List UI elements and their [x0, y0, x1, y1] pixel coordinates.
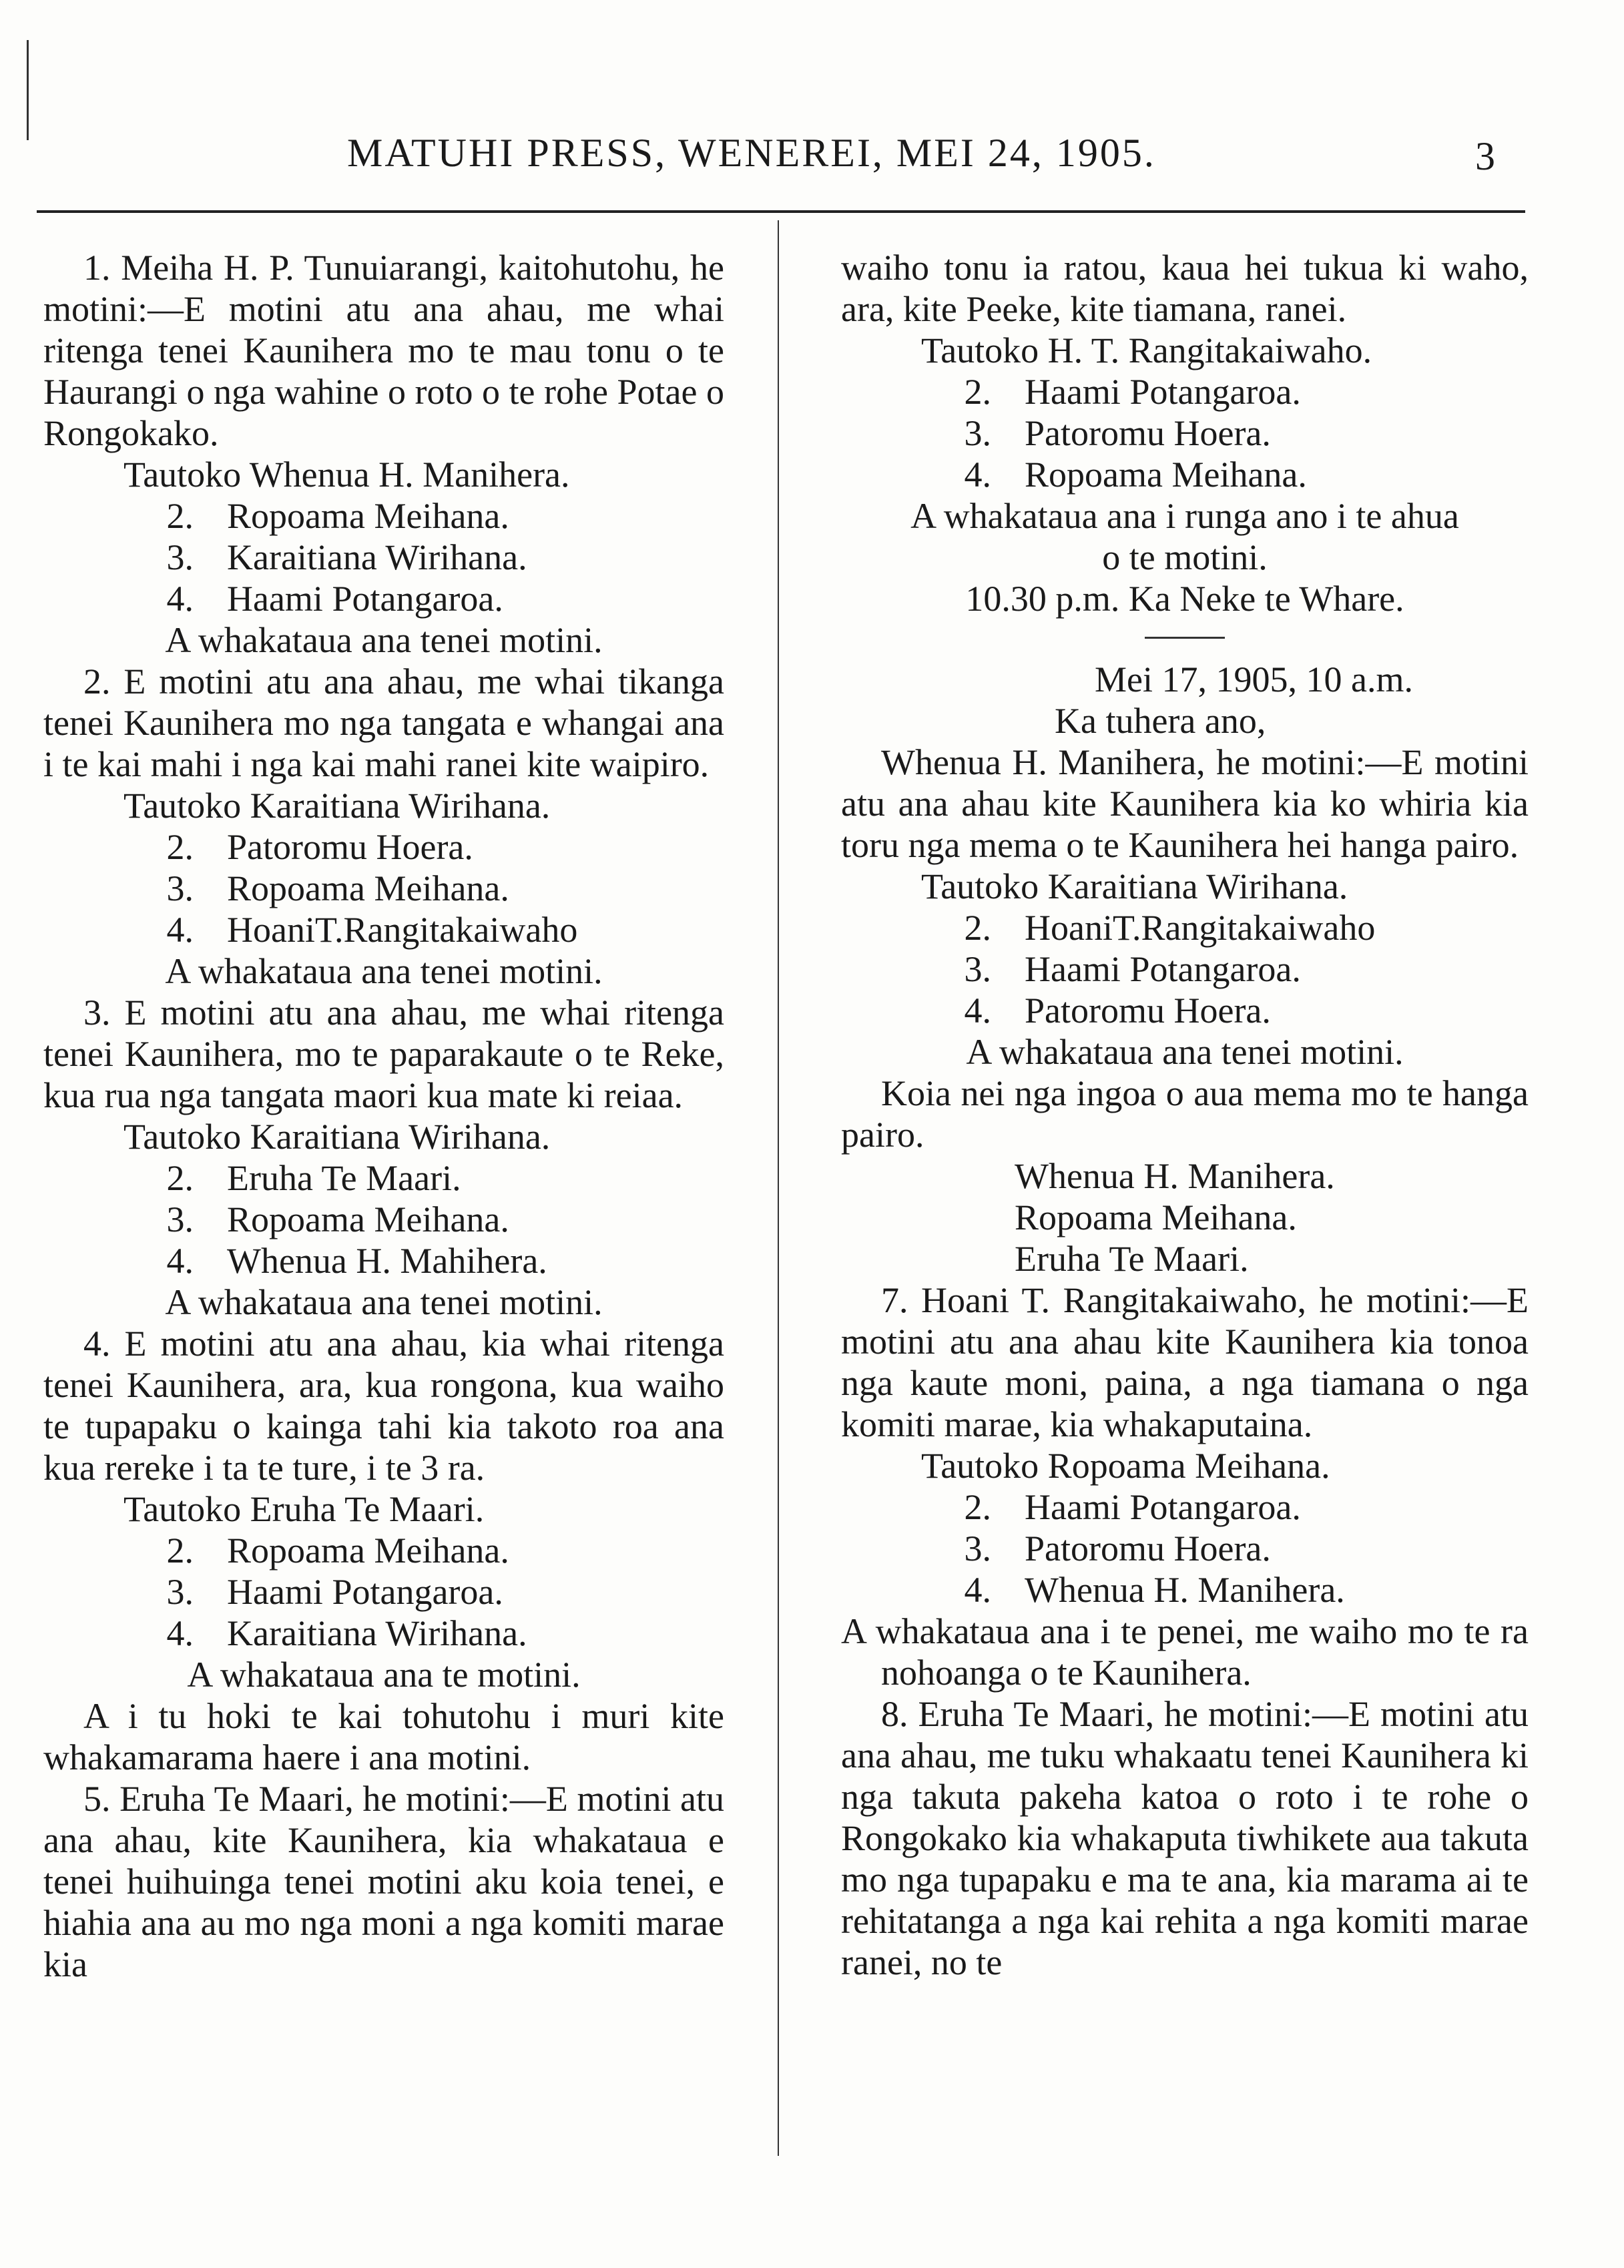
supporter-name: Haami Potangaroa.	[1025, 949, 1301, 989]
supporter-name: Haami Potangaroa.	[227, 579, 503, 619]
motion-1-supporter-4	[43, 578, 724, 619]
motion-3-supporter-3	[43, 1199, 724, 1240]
motion-2-supporter-3	[43, 868, 724, 909]
supporter-number: 4.	[964, 455, 991, 495]
motion-1-supporter-3	[43, 537, 724, 578]
motion-5-seconder: Tautoko H. T. Rangitakaiwaho.	[921, 330, 1372, 370]
supporter-name: Ropoama Meihana.	[227, 868, 509, 908]
motion-5-supporter-3	[841, 412, 1529, 454]
supporter-number: 3.	[166, 537, 194, 577]
supporter-name: Ropoama Meihana.	[227, 496, 509, 536]
motion-7-supporter-2	[841, 1486, 1529, 1528]
motion-2-carried: A whakataua ana tenei motini.	[165, 951, 603, 991]
supporter-number: 4.	[166, 1613, 194, 1653]
supporter-number: 4.	[964, 1570, 991, 1610]
motion-6-text: Whenua H. Manihera, he motini:—E motini atu ana ahau kite Kaunihera kia ko whiria kia toru nga mema o te Kaunihera hei hanga pairo.	[841, 742, 1529, 865]
supporter-number: 4.	[964, 990, 991, 1031]
motion-5-supporter-4	[841, 454, 1529, 495]
supporter-name: HoaniT.Rangitakaiwaho	[1025, 908, 1376, 948]
session-date: Mei 17, 1905, 10 a.m.	[1095, 659, 1413, 699]
motion-5-continued: waiho tonu ia ratou, kaua hei tukua ki waho, ara, kite Peeke, kite tiamana, ranei.	[841, 248, 1529, 329]
supporter-name: Karaitiana Wirihana.	[227, 537, 527, 577]
motion-4-carried: A whakataua ana te motini.	[187, 1655, 581, 1695]
supporter-name: Haami Potangaroa.	[227, 1572, 503, 1612]
supporter-name: Whenua H. Manihera.	[1025, 1570, 1345, 1610]
supporter-name: Haami Potangaroa.	[1025, 372, 1301, 412]
supporter-name: Patoromu Hoera.	[1025, 413, 1271, 453]
supporter-number: 4.	[166, 1241, 194, 1281]
motion-4-supporter-4	[43, 1613, 724, 1654]
motion-4-text: 4. E motini atu ana ahau, kia whai ritenga tenei Kaunihera, ara, kua rongona, kua waiho te tupapaku o kainga tahi kia takoto roa ana kua rereke i ta te ture, i te 3 ra.	[43, 1324, 724, 1488]
motion-2-supporter-2	[43, 826, 724, 868]
section-rule	[1145, 637, 1225, 639]
motion-7-supporter-4	[841, 1569, 1529, 1611]
supporter-number: 2.	[166, 1158, 194, 1198]
motion-2-supporter-4	[43, 909, 724, 950]
supporter-name: Ropoama Meihana.	[1025, 455, 1307, 495]
member-name: Whenua H. Manihera.	[1015, 1156, 1335, 1196]
supporter-number: 2.	[166, 1530, 194, 1571]
supporter-number: 2.	[964, 1487, 991, 1527]
adjournment-note: 10.30 p.m. Ka Neke te Whare.	[965, 579, 1404, 619]
motion-4-seconder: Tautoko Eruha Te Maari.	[123, 1489, 485, 1529]
page-header-title: MATUHI PRESS, WENEREI, MEI 24, 1905.	[347, 131, 1156, 175]
motion-7-text: 7. Hoani T. Rangitakaiwaho, he motini:—E motini atu ana ahau kite Kaunihera kia tonoa nga kaute moni, paina, a nga tiamana o nga komiti marae, kia whakaputaina.	[841, 1280, 1529, 1444]
motion-7-seconder: Tautoko Ropoama Meihana.	[921, 1446, 1330, 1486]
motion-3-carried: A whakataua ana tenei motini.	[165, 1282, 603, 1322]
supporter-number: 4.	[166, 910, 194, 950]
supporter-name: Karaitiana Wirihana.	[227, 1613, 527, 1653]
motion-7-carried: A whakataua ana i te penei, me waiho mo te ra nohoanga o te Kaunihera.	[841, 1611, 1529, 1693]
motion-1-text: 1. Meiha H. P. Tunuiarangi, kaitohutohu, he motini:—E motini atu ana ahau, me whai ritenga tenei Kaunihera mo te mau tonu o te Haurangi o nga wahine o roto o te rohe Potae o Rongokako.	[43, 248, 724, 453]
supporter-number: 3.	[166, 868, 194, 908]
motion-4-supporter-3	[43, 1571, 724, 1613]
motion-6-supporter-4	[841, 990, 1529, 1031]
supporter-name: Whenua H. Mahihera.	[227, 1241, 547, 1281]
motion-5-carried-line-1: A whakataua ana i runga ano i te ahua	[910, 496, 1459, 536]
members-intro: Koia nei nga ingoa o aua mema mo te hanga pairo.	[841, 1073, 1529, 1155]
motion-5-carried-line-2: o te motini.	[1102, 537, 1268, 577]
motion-3-supporter-2	[43, 1157, 724, 1199]
motion-7-supporter-3	[841, 1528, 1529, 1569]
supporter-number: 2.	[964, 908, 991, 948]
motion-6-seconder: Tautoko Karaitiana Wirihana.	[921, 866, 1348, 906]
right-column	[841, 247, 1529, 1983]
supporter-name: HoaniT.Rangitakaiwaho	[227, 910, 578, 950]
member-name: Eruha Te Maari.	[1015, 1239, 1249, 1279]
motion-2-text: 2. E motini atu ana ahau, me whai tikanga tenei Kaunihera mo nga tangata e whangai ana i te kai mahi i nga kai mahi ranei kite waipiro.	[43, 661, 724, 784]
supporter-name: Patoromu Hoera.	[1025, 990, 1271, 1031]
motion-3-seconder: Tautoko Karaitiana Wirihana.	[123, 1117, 551, 1157]
motion-5-supporter-2	[841, 371, 1529, 412]
supporter-number: 2.	[166, 496, 194, 536]
supporter-number: 3.	[964, 1528, 991, 1569]
motion-6-supporter-3	[841, 948, 1529, 990]
member-name: Ropoama Meihana.	[1015, 1197, 1297, 1237]
supporter-number: 3.	[166, 1199, 194, 1239]
motion-4-supporter-2	[43, 1530, 724, 1571]
supporter-number: 2.	[964, 372, 991, 412]
page-number: 3	[1475, 134, 1495, 178]
motion-3-supporter-4	[43, 1240, 724, 1282]
motion-6-carried: A whakataua ana tenei motini.	[966, 1032, 1404, 1072]
supporter-name: Patoromu Hoera.	[1025, 1528, 1271, 1569]
session-opened: Ka tuhera ano,	[1055, 701, 1266, 741]
header-rule	[37, 210, 1525, 213]
motion-5-text: 5. Eruha Te Maari, he motini:—E motini atu ana ahau, kite Kaunihera, kia whakataua e tenei huihuinga tenei motini aku koia tenei, e hiahia ana au mo nga moni a nga komiti marae kia	[43, 1779, 724, 1984]
margin-rule	[27, 40, 29, 140]
supporter-name: Haami Potangaroa.	[1025, 1487, 1301, 1527]
supporter-number: 2.	[166, 827, 194, 867]
motion-1-seconder: Tautoko Whenua H. Manihera.	[123, 455, 570, 495]
motion-6-supporter-2	[841, 907, 1529, 948]
advisor-note: A i tu hoki te kai tohutohu i muri kite whakamarama haere i ana motini.	[43, 1696, 724, 1777]
supporter-name: Eruha Te Maari.	[227, 1158, 461, 1198]
motion-8-text: 8. Eruha Te Maari, he motini:—E motini atu ana ahau, me tuku whakaatu tenei Kaunihera ki nga takuta pakeha katoa o roto i te rohe o Rongokako kia whakaputa tiwhikete aua takuta mo nga tupapaku e ma te ana, kia marama ai te rehitatanga a nga kai rehita a nga komiti marae ranei, no te	[841, 1694, 1529, 1982]
motion-2-seconder: Tautoko Karaitiana Wirihana.	[123, 786, 551, 826]
column-divider	[778, 220, 779, 2156]
supporter-number: 3.	[964, 949, 991, 989]
left-column	[43, 247, 724, 1985]
supporter-number: 3.	[964, 413, 991, 453]
supporter-number: 3.	[166, 1572, 194, 1612]
supporter-name: Ropoama Meihana.	[227, 1530, 509, 1571]
supporter-name: Ropoama Meihana.	[227, 1199, 509, 1239]
motion-1-supporter-2	[43, 495, 724, 537]
motion-1-carried: A whakataua ana tenei motini.	[165, 620, 603, 660]
motion-3-text: 3. E motini atu ana ahau, me whai ritenga tenei Kaunihera, mo te paparakaute o te Reke, kua rua nga tangata maori kua mate ki reiaa.	[43, 993, 724, 1115]
supporter-name: Patoromu Hoera.	[227, 827, 473, 867]
supporter-number: 4.	[166, 579, 194, 619]
